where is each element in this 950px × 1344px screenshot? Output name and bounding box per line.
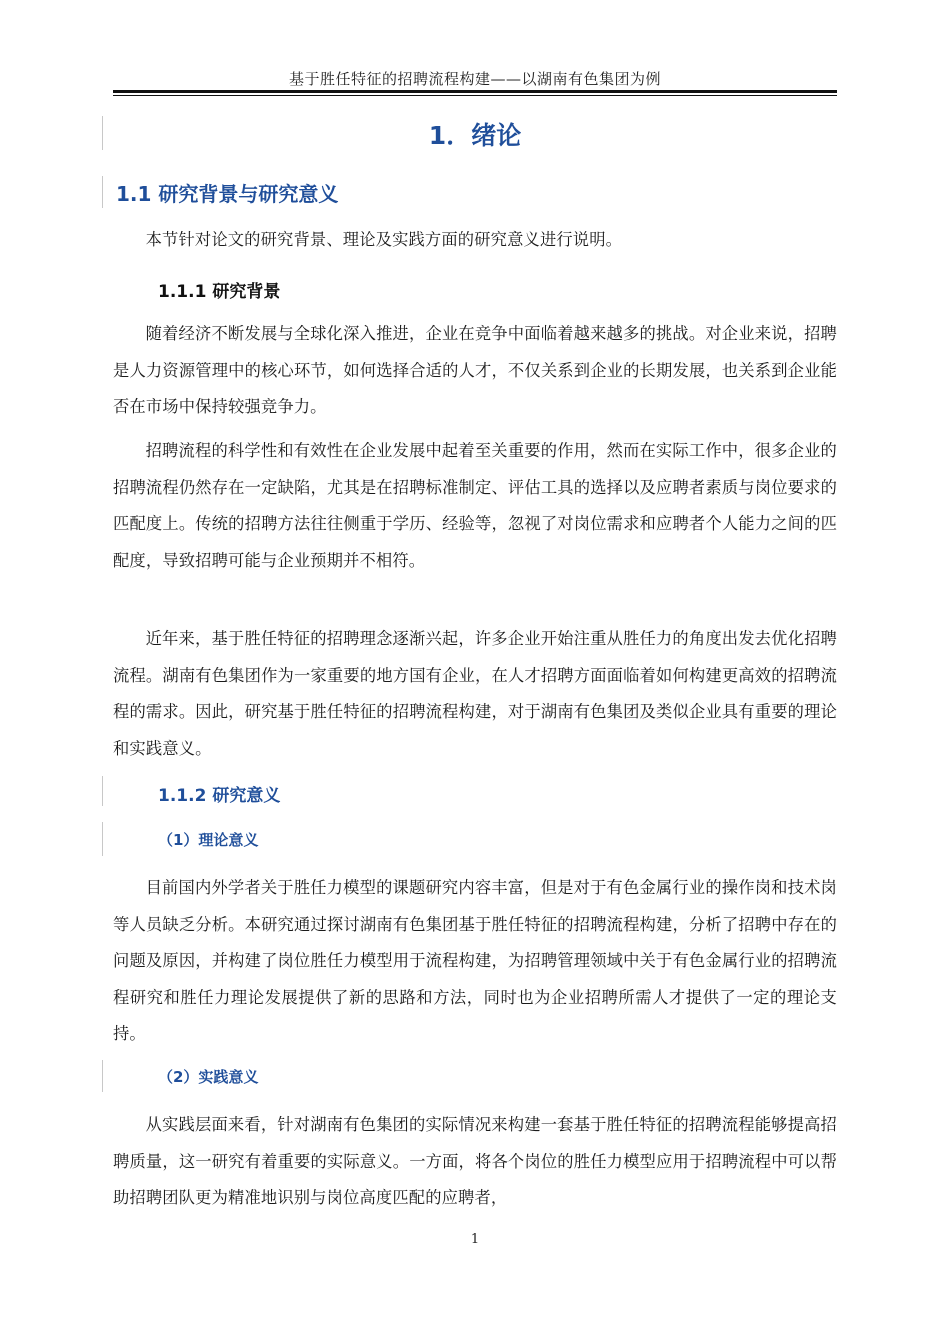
header-rule [113, 90, 837, 93]
margin-marker [102, 1060, 103, 1092]
theory-paragraph: 目前国内外学者关于胜任力模型的课题研究内容丰富，但是对于有色金属行业的操作岗和技术岗等人员缺乏分析。本研究通过探讨湖南有色集团基于胜任特征的招聘流程构建，分析了招聘中存在的问题及原因，并构建了岗位胜任力模型用于流程构建，为招聘管理领域中关于有色金属行业的招聘流程研究和胜任力理论发展提供了新的思路和方法，同时也为企业招聘所需人才提供了一定的理论支持。 [113, 878, 837, 1043]
section-heading-1-1-1: 1.1.1 研究背景 [158, 282, 281, 302]
section-heading-1-1: 1.1 研究背景与研究意义 [116, 182, 339, 206]
margin-marker [102, 176, 103, 208]
margin-marker [102, 822, 103, 856]
running-header: 基于胜任特征的招聘流程构建——以湖南有色集团为例 [288, 70, 661, 88]
section-intro-paragraph: 本节针对论文的研究背景、理论及实践方面的研究意义进行说明。 [145, 230, 623, 249]
background-paragraph-2: 招聘流程的科学性和有效性在企业发展中起着至关重要的作用，然而在实际工作中，很多企业的招聘流程仍然存在一定缺陷，尤其是在招聘标准制定、评估工具的选择以及应聘者素质与岗位要求的匹配度上。传统的招聘方法往往侧重于学历、经验等，忽视了对岗位需求和应聘者个人能力之间的匹配度，导致招聘可能与企业预期并不相符。 [113, 441, 837, 570]
subheading-practical-significance: （2）实践意义 [158, 1068, 259, 1086]
background-paragraph-1: 随着经济不断发展与全球化深入推进，企业在竞争中面临着越来越多的挑战。对企业来说，招聘是人力资源管理中的核心环节，如何选择合适的人才，不仅关系到企业的长期发展，也关系到企业能否在市场中保持较强竞争力。 [113, 324, 837, 416]
page-number: 1 [470, 1232, 480, 1247]
background-paragraph-3: 近年来，基于胜任特征的招聘理念逐渐兴起，许多企业开始注重从胜任力的角度出发去优化招聘流程。湖南有色集团作为一家重要的地方国有企业，在人才招聘方面面临着如何构建更高效的招聘流程的需求。因此，研究基于胜任特征的招聘流程构建，对于湖南有色集团及类似企业具有重要的理论和实践意义。 [113, 629, 837, 758]
section-heading-1-1-2: 1.1.2 研究意义 [158, 786, 281, 806]
margin-marker [102, 116, 103, 150]
margin-marker [102, 776, 103, 806]
header-rule-thin [113, 95, 837, 96]
subheading-theoretical-significance: （1）理论意义 [158, 831, 259, 849]
chapter-title: 1．绪论 [428, 121, 522, 150]
practice-paragraph: 从实践层面来看，针对湖南有色集团的实际情况来构建一套基于胜任特征的招聘流程能够提高招聘质量，这一研究有着重要的实际意义。一方面，将各个岗位的胜任力模型应用于招聘流程中可以帮助招聘团队更为精准地识别与岗位高度匹配的应聘者， [113, 1115, 837, 1207]
